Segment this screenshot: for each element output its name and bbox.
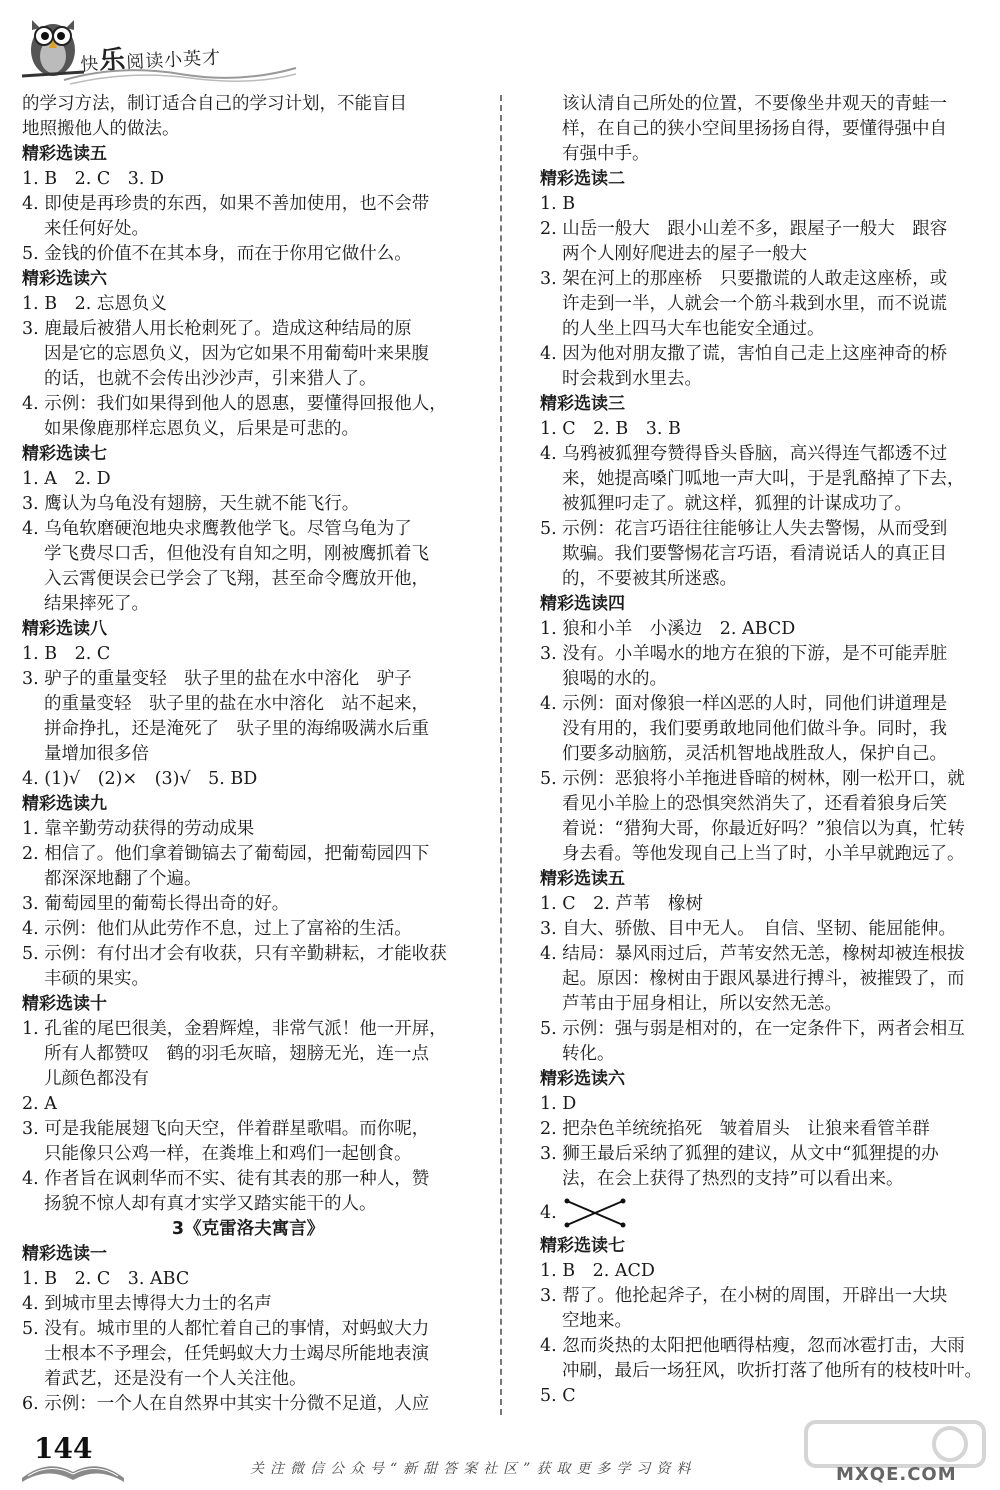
answer-line [22, 717, 474, 742]
answer-line [22, 1342, 474, 1367]
line-text: 4. 作者旨在讽刺华而不实、徒有其表的那一种人，赞 [22, 1169, 430, 1189]
line-text: 被狐狸叼走了。就这样，狐狸的计谋成功了。 [562, 494, 912, 514]
answer-line [22, 767, 474, 792]
answer-line [22, 667, 474, 692]
section-heading [22, 992, 474, 1017]
line-text: 4. 示例：他们从此劳作不息，过上了富裕的生活。 [22, 919, 412, 939]
footer-slogan: 关注微信公众号“新甜答案社区”获取更多学习资料 [250, 1461, 697, 1477]
answer-line [540, 317, 992, 342]
answer-line [540, 1259, 992, 1284]
section-heading [22, 617, 474, 642]
open-book-icon [18, 1454, 128, 1484]
answer-line [540, 942, 992, 967]
answer-line [540, 517, 992, 542]
line-text: 精彩选读六 [540, 1069, 625, 1089]
answer-line [22, 1017, 474, 1042]
answer-line [540, 342, 992, 367]
answer-line [540, 717, 992, 742]
line-text: 拼命挣扎，还是淹死了 驮子里的海绵吸满水后重 [44, 719, 429, 739]
answer-line [22, 1067, 474, 1092]
answer-line [540, 692, 992, 717]
line-text: 1. B 2. ACD [540, 1261, 655, 1281]
line-text: 1. 靠辛勤劳动获得的劳动成果 [22, 819, 255, 839]
answer-line [540, 292, 992, 317]
line-text: 精彩选读十 [22, 994, 107, 1014]
line-text: 士根本不予理会，任凭蚂蚁大力士竭尽所能地表演 [44, 1344, 429, 1364]
answer-line [22, 1192, 474, 1217]
line-text: 该认清自己所处的位置，不要像坐井观天的青蛙一 [562, 94, 947, 114]
line-text: 2. 相信了。他们拿着锄镐去了葡萄园，把葡萄园四下 [22, 844, 430, 864]
line-text: 4. 结局：暴风雨过后，芦苇安然无恙，橡树却被连根拔 [540, 944, 965, 964]
line-text: 1. C 2. 芦苇 橡树 [540, 894, 703, 914]
answer-line [22, 1317, 474, 1342]
line-text: 狼喝的水的。 [562, 669, 667, 689]
answer-line [540, 617, 992, 642]
header-title-big: 乐 [98, 45, 127, 77]
line-text: 4. (1)√ (2)× (3)√ 5. BD [22, 769, 258, 789]
answer-line [540, 642, 992, 667]
line-text: 起。原因：橡树由于跟风暴进行搏斗，被摧毁了，而 [562, 969, 965, 989]
answer-line [22, 817, 474, 842]
chapter-title [22, 1217, 474, 1242]
line-text: 的话，也就不会传出沙沙声，引来猎人了。 [44, 369, 377, 389]
answer-line [540, 417, 992, 442]
line-text: 空地来。 [562, 1311, 632, 1331]
line-text: 都深深地翻了个遍。 [44, 869, 202, 889]
line-text: 3. 鹿最后被猎人用长枪刺死了。造成这种结局的原 [22, 319, 412, 339]
answer-line [540, 142, 992, 167]
answer-line [22, 92, 474, 117]
line-text: 们要多动脑筋，灵活机智地战胜敌人，保护自己。 [562, 744, 947, 764]
answer-line [540, 217, 992, 242]
section-heading [540, 167, 992, 192]
line-text: 如果像鹿那样忘恩负义，后果是可悲的。 [44, 419, 359, 439]
line-text: 精彩选读五 [540, 869, 625, 889]
line-text: 精彩选读三 [540, 394, 625, 414]
answer-line [540, 1334, 992, 1359]
line-text: 精彩选读四 [540, 594, 625, 614]
line-text: 1. 孔雀的尾巴很美，金碧辉煌，非常气派！他一开屏， [22, 1019, 447, 1039]
line-text: 3. 可是我能展翅飞向天空，伴着群星歌唱。而你呢， [22, 1119, 430, 1139]
answer-line [22, 692, 474, 717]
matching-answer [540, 1192, 992, 1234]
answer-line [22, 517, 474, 542]
line-text: 3. 自大、骄傲、目中无人。 自信、坚韧、能屈能伸。 [540, 919, 957, 939]
answer-line [540, 267, 992, 292]
answer-line [22, 917, 474, 942]
line-text: 3. 驴子的重量变轻 驮子里的盐在水中溶化 驴子 [22, 669, 412, 689]
answer-line [22, 292, 474, 317]
section-heading [540, 867, 992, 892]
answer-line [22, 567, 474, 592]
answer-line [22, 1142, 474, 1167]
line-text: 4. 示例：面对像狼一样凶恶的人时，同他们讲道理是 [540, 694, 948, 714]
answer-line [22, 1117, 474, 1142]
line-text: 1. C 2. B 3. B [540, 419, 681, 439]
line-text: 地照搬他人的做法。 [22, 119, 180, 139]
answer-line [540, 792, 992, 817]
line-text: 1. B 2. C 3. ABC [22, 1269, 190, 1289]
line-text: 时会栽到水里去。 [562, 369, 702, 389]
page-footer [0, 1410, 1000, 1488]
line-text: 3《克雷洛夫寓言》 [171, 1219, 325, 1239]
line-text: 着说：“猎狗大哥，你最近好吗？”狼信以为真，忙转 [562, 819, 965, 839]
answer-line [540, 992, 992, 1017]
answer-line [540, 467, 992, 492]
answer-line [22, 392, 474, 417]
answer-line [540, 1117, 992, 1142]
line-text: 3. 帮了。他抡起斧子，在小树的周围，开辟出一大块 [540, 1286, 948, 1306]
answer-line [540, 842, 992, 867]
header-title-rest: 阅读小英才 [125, 47, 222, 74]
line-text: 2. A [22, 1094, 57, 1114]
section-heading [540, 592, 992, 617]
answer-line [22, 592, 474, 617]
line-text: 1. D [540, 1094, 577, 1114]
answer-line [22, 492, 474, 517]
line-text: 5. 示例：有付出才会有收获，只有辛勤耕耘，才能收获 [22, 944, 447, 964]
right-column [540, 92, 992, 1409]
line-text: 4. 忽而炎热的太阳把他晒得枯瘦，忽而冰雹打击，大雨 [540, 1336, 965, 1356]
answer-line [540, 817, 992, 842]
answer-line [22, 1267, 474, 1292]
section-heading [540, 1234, 992, 1259]
line-text: 入云霄便误会已学会了飞翔，甚至命令鹰放开他， [44, 569, 429, 589]
section-heading [22, 267, 474, 292]
line-text: 儿颜色都没有 [44, 1069, 149, 1089]
answer-line [540, 1384, 992, 1409]
line-text: 5. 示例：恶狼将小羊拖进昏暗的树林，刚一松开口，就 [540, 769, 965, 789]
section-heading [22, 792, 474, 817]
line-text: 精彩选读七 [540, 1236, 625, 1256]
line-text: 1. B 2. 忘恩负义 [22, 294, 167, 314]
line-text: 4. 即使是再珍贵的东西，如果不善加使用，也不会带 [22, 194, 430, 214]
section-heading [22, 442, 474, 467]
line-text: 学飞费尽口舌，但他没有自知之明，刚被鹰抓着飞 [44, 544, 429, 564]
line-text: 4. 示例：我们如果得到他人的恩惠，要懂得回报他人， [22, 394, 447, 414]
line-text: 5. 示例：花言巧语往往能够让人失去警惕，从而受到 [540, 519, 948, 539]
line-text: 5. 没有。城市里的人都忙着自己的事情，对蚂蚁大力 [22, 1319, 430, 1339]
line-text: 样，在自己的狭小空间里扬扬自得，要懂得强中自 [562, 119, 947, 139]
line-text: 法，在会上获得了热烈的支持”可以看出来。 [562, 1169, 904, 1189]
line-text: 5. 金钱的价值不在其本身，而在于你用它做什么。 [22, 244, 412, 264]
line-text: 1. B 2. C [22, 644, 111, 664]
line-text: 3. 没有。小羊喝水的地方在狼的下游，是不可能弄脏 [540, 644, 948, 664]
left-column [22, 92, 474, 1417]
line-text: 精彩选读九 [22, 794, 107, 814]
line-text: 2. 把杂色羊统统掐死 皱着眉头 让狼来看管羊群 [540, 1119, 930, 1139]
answer-line [540, 117, 992, 142]
answer-line [540, 492, 992, 517]
answer-line [22, 167, 474, 192]
section-heading [22, 142, 474, 167]
section-heading [22, 1242, 474, 1267]
line-text: 冲刷，最后一场狂风，吹折打落了他所有的枝枝叶叶。 [562, 1361, 982, 1381]
answer-line [540, 192, 992, 217]
answer-line [22, 542, 474, 567]
answer-line [540, 767, 992, 792]
line-text: 1. B [540, 194, 576, 214]
answer-line [22, 867, 474, 892]
line-text: 的人坐上四马大车也能安全通过。 [562, 319, 825, 339]
line-text: 2. 山岳一般大 跟小山差不多，跟屋子一般大 跟容 [540, 219, 948, 239]
header-title-prefix: 快 [79, 53, 100, 76]
line-text: 精彩选读七 [22, 444, 107, 464]
line-text: 1. B 2. C 3. D [22, 169, 165, 189]
line-text: 转化。 [562, 1044, 615, 1064]
column-divider [500, 95, 502, 1415]
answer-line [22, 367, 474, 392]
answer-line [22, 942, 474, 967]
page-header [0, 0, 1000, 90]
line-text: 着武艺，还是没有一个人关注他。 [44, 1369, 307, 1389]
answer-line [22, 467, 474, 492]
line-text: 两个人刚好爬进去的屋子一般大 [562, 244, 807, 264]
line-text: 丰硕的果实。 [44, 969, 149, 989]
line-text: 5. 示例：强与弱是相对的，在一定条件下，两者会相互 [540, 1019, 965, 1039]
line-text: 身去看。等他发现自己上当了时，小羊早就跑远了。 [562, 844, 965, 864]
answer-line [22, 642, 474, 667]
answer-line [22, 1092, 474, 1117]
line-text: 3. 狮王最后采纳了狐狸的建议，从文中“狐狸提的办 [540, 1144, 939, 1164]
answer-line [540, 1042, 992, 1067]
line-text: 4. 乌鸦被狐狸夸赞得昏头昏脑，高兴得连气都透不过 [540, 444, 948, 464]
answer-line [540, 542, 992, 567]
answer-line [540, 967, 992, 992]
line-text: 4. 因为他对朋友撒了谎，害怕自己走上这座神奇的桥 [540, 344, 948, 364]
line-text: 的学习方法，制订适合自己的学习计划，不能盲目 [22, 94, 407, 114]
line-text: 的，不要被其所迷惑。 [562, 569, 737, 589]
line-text: 5. C [540, 1386, 576, 1406]
line-text: 1. 狼和小羊 小溪边 2. ABCD [540, 619, 796, 639]
line-text: 没有用的，我们要勇敢地同他们做斗争。同时，我 [562, 719, 947, 739]
line-text: 精彩选读一 [22, 1244, 107, 1264]
line-text: 因是它的忘恩负义，因为它如果不用葡萄叶来果腹 [44, 344, 429, 364]
line-text: 4. [540, 1202, 557, 1223]
answer-line [22, 892, 474, 917]
line-text: 所有人都赞叹 鹤的羽毛灰暗，翅膀无光，连一点 [44, 1044, 429, 1064]
answer-line [22, 342, 474, 367]
answer-line [22, 217, 474, 242]
answer-line [540, 1092, 992, 1117]
section-heading [540, 392, 992, 417]
answer-line [540, 242, 992, 267]
line-text: 4. 乌龟软磨硬泡地央求鹰教他学飞。尽管乌龟为了 [22, 519, 412, 539]
answer-line [22, 967, 474, 992]
answer-line [22, 842, 474, 867]
line-text: 精彩选读二 [540, 169, 625, 189]
answer-line [540, 1142, 992, 1167]
crossed-lines-icon [563, 1195, 627, 1231]
answer-line [22, 117, 474, 142]
answer-line [540, 667, 992, 692]
line-text: 1. A 2. D [22, 469, 111, 489]
answer-line [22, 417, 474, 442]
answer-line [540, 1359, 992, 1384]
section-heading [540, 1067, 992, 1092]
answer-line [22, 242, 474, 267]
line-text: 芦苇由于屈身相让，所以安然无恙。 [562, 994, 842, 1014]
answer-line [540, 442, 992, 467]
line-text: 结果摔死了。 [44, 594, 149, 614]
answer-line [540, 367, 992, 392]
line-text: 许走到一半，人就会一个筋斗栽到水里，而不说谎 [562, 294, 947, 314]
line-text: 来任何好处。 [44, 219, 149, 239]
answer-line [22, 317, 474, 342]
line-text: 欺骗。我们要警惕花言巧语，看清说话人的真正目 [562, 544, 947, 564]
page-number: 144 [34, 1432, 93, 1465]
line-text: 精彩选读八 [22, 619, 107, 639]
header-swoosh-decoration [60, 60, 300, 86]
line-text: 精彩选读六 [22, 269, 107, 289]
answer-line [22, 742, 474, 767]
line-text: 有强中手。 [562, 144, 650, 164]
line-text: 精彩选读五 [22, 144, 107, 164]
answer-line [540, 567, 992, 592]
answer-line [22, 1042, 474, 1067]
answer-line [540, 1017, 992, 1042]
line-text: 4. 到城市里去博得大力士的名声 [22, 1294, 272, 1314]
answer-line [540, 742, 992, 767]
answer-line [540, 1309, 992, 1334]
watermark-text: MXQE.COM [836, 1464, 957, 1485]
answer-line [540, 1167, 992, 1192]
line-text: 量增加很多倍 [44, 744, 149, 764]
answer-line [22, 1292, 474, 1317]
line-text: 只能像只公鸡一样，在粪堆上和鸡们一起刨食。 [44, 1144, 412, 1164]
line-text: 的重量变轻 驮子里的盐在水中溶化 站不起来， [44, 694, 429, 714]
line-text: 来，她提高嗓门呱地一声大叫，于是乳酪掉了下去， [562, 469, 965, 489]
answer-line [540, 1284, 992, 1309]
line-text: 6. 示例：一个人在自然界中其实十分微不足道，人应 [22, 1394, 430, 1414]
line-text: 3. 架在河上的那座桥 只要撒谎的人敢走这座桥，或 [540, 269, 948, 289]
answer-line [540, 892, 992, 917]
answer-line [22, 1167, 474, 1192]
line-text: 看见小羊脸上的恐惧突然消失了，还看着狼身后笑 [562, 794, 947, 814]
line-text: 扬貌不惊人却有真才实学又踏实能干的人。 [44, 1194, 377, 1214]
line-text: 3. 葡萄园里的葡萄长得出奇的好。 [22, 894, 290, 914]
answer-line [22, 1367, 474, 1392]
answer-line [540, 917, 992, 942]
answer-line [540, 92, 992, 117]
line-text: 3. 鹰认为乌龟没有翅膀，天生就不能飞行。 [22, 494, 360, 514]
answer-line [22, 192, 474, 217]
